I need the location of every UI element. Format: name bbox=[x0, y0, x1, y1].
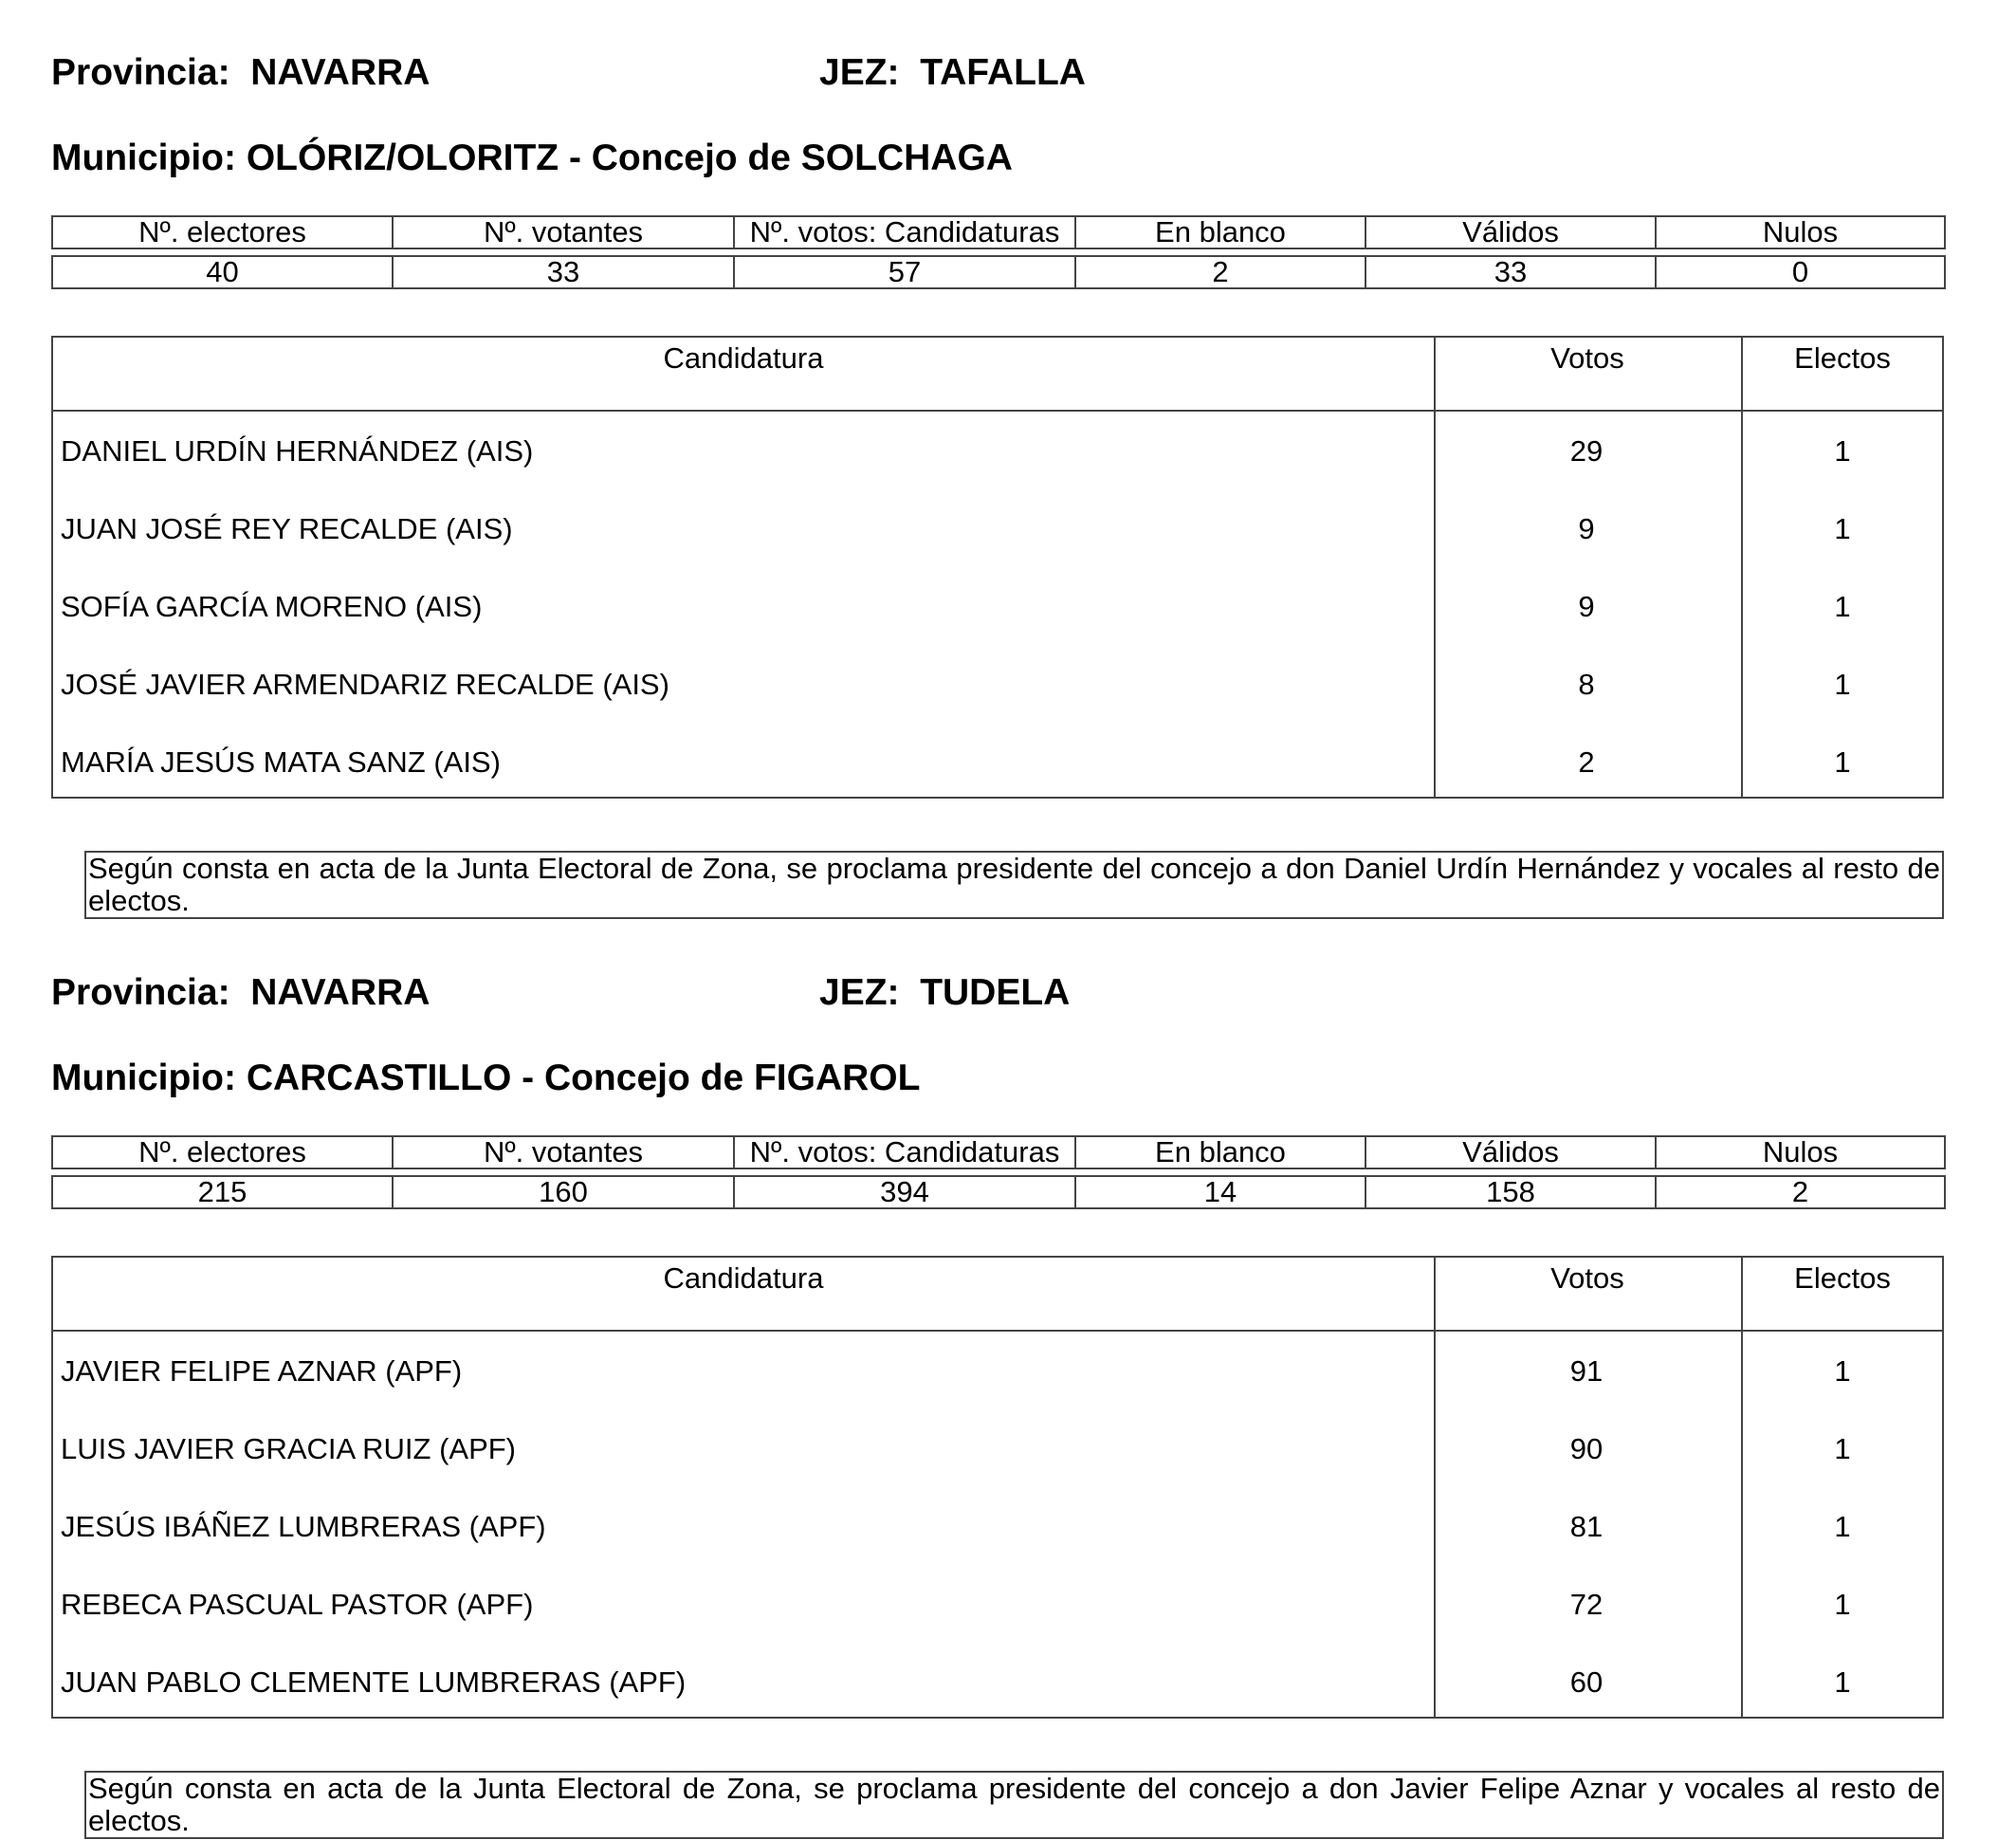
candidate-name: LUIS JAVIER GRACIA RUIZ (APF) bbox=[61, 1432, 517, 1465]
summary-value-cell: 33 bbox=[393, 256, 734, 288]
summary-header-cell: En blanco bbox=[1075, 216, 1365, 248]
candidate-electos: 1 bbox=[1834, 745, 1851, 779]
jez-value: TAFALLA bbox=[920, 52, 1086, 93]
summary-table bbox=[51, 1135, 1946, 1209]
jez-heading bbox=[819, 54, 1086, 91]
municipio-label: Municipio: bbox=[51, 1058, 236, 1098]
candidate-name: REBECA PASCUAL PASTOR (APF) bbox=[61, 1588, 534, 1621]
candidate-votes: 29 bbox=[1569, 434, 1604, 468]
candidate-row bbox=[53, 412, 1942, 489]
candidate-name: SOFÍA GARCÍA MORENO (AIS) bbox=[61, 590, 483, 623]
candidate-electos: 1 bbox=[1834, 1510, 1851, 1543]
summary-header-row bbox=[52, 1136, 1945, 1168]
candidate-votes: 8 bbox=[1578, 668, 1595, 701]
municipio-label: Municipio: bbox=[51, 138, 236, 178]
candidates-table bbox=[51, 1256, 1944, 1719]
candidate-votes: 81 bbox=[1569, 1510, 1604, 1543]
summary-header-cell: Nº. votos: Candidaturas bbox=[734, 216, 1075, 248]
electos-header: Electos bbox=[1794, 1261, 1891, 1295]
summary-value-cell: 40 bbox=[52, 256, 393, 288]
summary-header-cell: Válidos bbox=[1365, 1136, 1656, 1168]
candidate-name: JUAN PABLO CLEMENTE LUMBRERAS (APF) bbox=[61, 1665, 687, 1699]
summary-header-cell: Nº. votos: Candidaturas bbox=[734, 1136, 1075, 1168]
summary-value-cell: 2 bbox=[1075, 256, 1365, 288]
summary-header-cell: Nº. votantes bbox=[393, 216, 734, 248]
candidate-electos: 1 bbox=[1834, 1588, 1851, 1621]
votos-header: Votos bbox=[1550, 1261, 1624, 1295]
jez-value: TUDELA bbox=[920, 972, 1071, 1013]
summary-header-cell: En blanco bbox=[1075, 1136, 1365, 1168]
candidate-row bbox=[53, 1409, 1942, 1487]
candidate-row bbox=[53, 1565, 1942, 1643]
candidatura-header: Candidatura bbox=[663, 341, 824, 375]
proclamation-note: Según consta en acta de la Junta Electoral de Zona, se proclama presidente del concejo a don Javier Felipe Aznar y vocales al resto de electos. bbox=[84, 1771, 1944, 1839]
summary-values-row bbox=[52, 1176, 1945, 1208]
summary-value-cell: 160 bbox=[393, 1176, 734, 1208]
summary-value-cell: 158 bbox=[1365, 1176, 1656, 1208]
candidate-electos: 1 bbox=[1834, 1665, 1851, 1699]
provincia-value: NAVARRA bbox=[250, 52, 431, 93]
candidate-name: DANIEL URDÍN HERNÁNDEZ (AIS) bbox=[61, 434, 534, 468]
candidate-electos: 1 bbox=[1834, 668, 1851, 701]
summary-value-cell: 394 bbox=[734, 1176, 1075, 1208]
candidate-electos: 1 bbox=[1834, 1432, 1851, 1465]
candidate-electos: 1 bbox=[1834, 512, 1851, 545]
summary-header-cell: Válidos bbox=[1365, 216, 1656, 248]
summary-values-row bbox=[52, 256, 1945, 288]
summary-value-cell: 57 bbox=[734, 256, 1075, 288]
candidatura-header: Candidatura bbox=[663, 1261, 824, 1295]
candidate-votes: 9 bbox=[1578, 590, 1595, 623]
candidate-name: JUAN JOSÉ REY RECALDE (AIS) bbox=[61, 512, 513, 545]
jez-label: JEZ: bbox=[819, 972, 900, 1013]
candidate-name: JAVIER FELIPE AZNAR (APF) bbox=[61, 1354, 463, 1388]
jez-label: JEZ: bbox=[819, 52, 900, 93]
candidate-electos: 1 bbox=[1834, 590, 1851, 623]
candidate-votes: 90 bbox=[1569, 1432, 1604, 1465]
summary-header-cell: Nulos bbox=[1656, 1136, 1945, 1168]
summary-value-cell: 33 bbox=[1365, 256, 1656, 288]
candidate-row bbox=[53, 1487, 1942, 1565]
jez-heading bbox=[819, 974, 1070, 1011]
candidate-name: MARÍA JESÚS MATA SANZ (AIS) bbox=[61, 745, 501, 779]
candidate-electos: 1 bbox=[1834, 1354, 1851, 1388]
provincia-heading bbox=[51, 974, 430, 1011]
provincia-label: Provincia: bbox=[51, 972, 230, 1013]
proclamation-note: Según consta en acta de la Junta Electoral de Zona, se proclama presidente del concejo a don Daniel Urdín Hernández y vocales al resto de electos. bbox=[84, 851, 1944, 919]
municipio-heading bbox=[51, 139, 1013, 176]
candidate-row bbox=[53, 645, 1942, 723]
candidate-row bbox=[53, 1332, 1942, 1409]
summary-header-cell: Nº. electores bbox=[52, 216, 393, 248]
candidate-row bbox=[53, 567, 1942, 645]
summary-header-row bbox=[52, 216, 1945, 248]
candidate-votes: 72 bbox=[1569, 1588, 1604, 1621]
summary-table bbox=[51, 215, 1946, 289]
provincia-value: NAVARRA bbox=[250, 972, 431, 1013]
provincia-heading bbox=[51, 54, 430, 91]
candidate-votes: 91 bbox=[1569, 1354, 1604, 1388]
summary-header-cell: Nº. votantes bbox=[393, 1136, 734, 1168]
summary-value-cell: 0 bbox=[1656, 256, 1945, 288]
summary-value-cell: 2 bbox=[1656, 1176, 1945, 1208]
candidate-votes: 60 bbox=[1569, 1665, 1604, 1699]
candidate-votes: 2 bbox=[1578, 745, 1595, 779]
votos-header: Votos bbox=[1550, 341, 1624, 375]
candidate-electos: 1 bbox=[1834, 434, 1851, 468]
municipio-heading bbox=[51, 1059, 920, 1096]
municipio-value: CARCASTILLO - Concejo de FIGAROL bbox=[246, 1058, 921, 1098]
electos-header: Electos bbox=[1794, 341, 1891, 375]
summary-value-cell: 14 bbox=[1075, 1176, 1365, 1208]
candidate-votes: 9 bbox=[1578, 512, 1595, 545]
candidates-table bbox=[51, 336, 1944, 799]
candidate-row bbox=[53, 489, 1942, 567]
summary-header-cell: Nulos bbox=[1656, 216, 1945, 248]
candidate-name: JOSÉ JAVIER ARMENDARIZ RECALDE (AIS) bbox=[61, 668, 669, 701]
candidate-row bbox=[53, 723, 1942, 800]
candidate-row bbox=[53, 1643, 1942, 1720]
provincia-label: Provincia: bbox=[51, 52, 230, 93]
candidate-name: JESÚS IBÁÑEZ LUMBRERAS (APF) bbox=[61, 1510, 546, 1543]
section-figarol bbox=[0, 920, 2016, 1840]
municipio-value: OLÓRIZ/OLORITZ - Concejo de SOLCHAGA bbox=[246, 138, 1013, 178]
summary-header-cell: Nº. electores bbox=[52, 1136, 393, 1168]
summary-value-cell: 215 bbox=[52, 1176, 393, 1208]
